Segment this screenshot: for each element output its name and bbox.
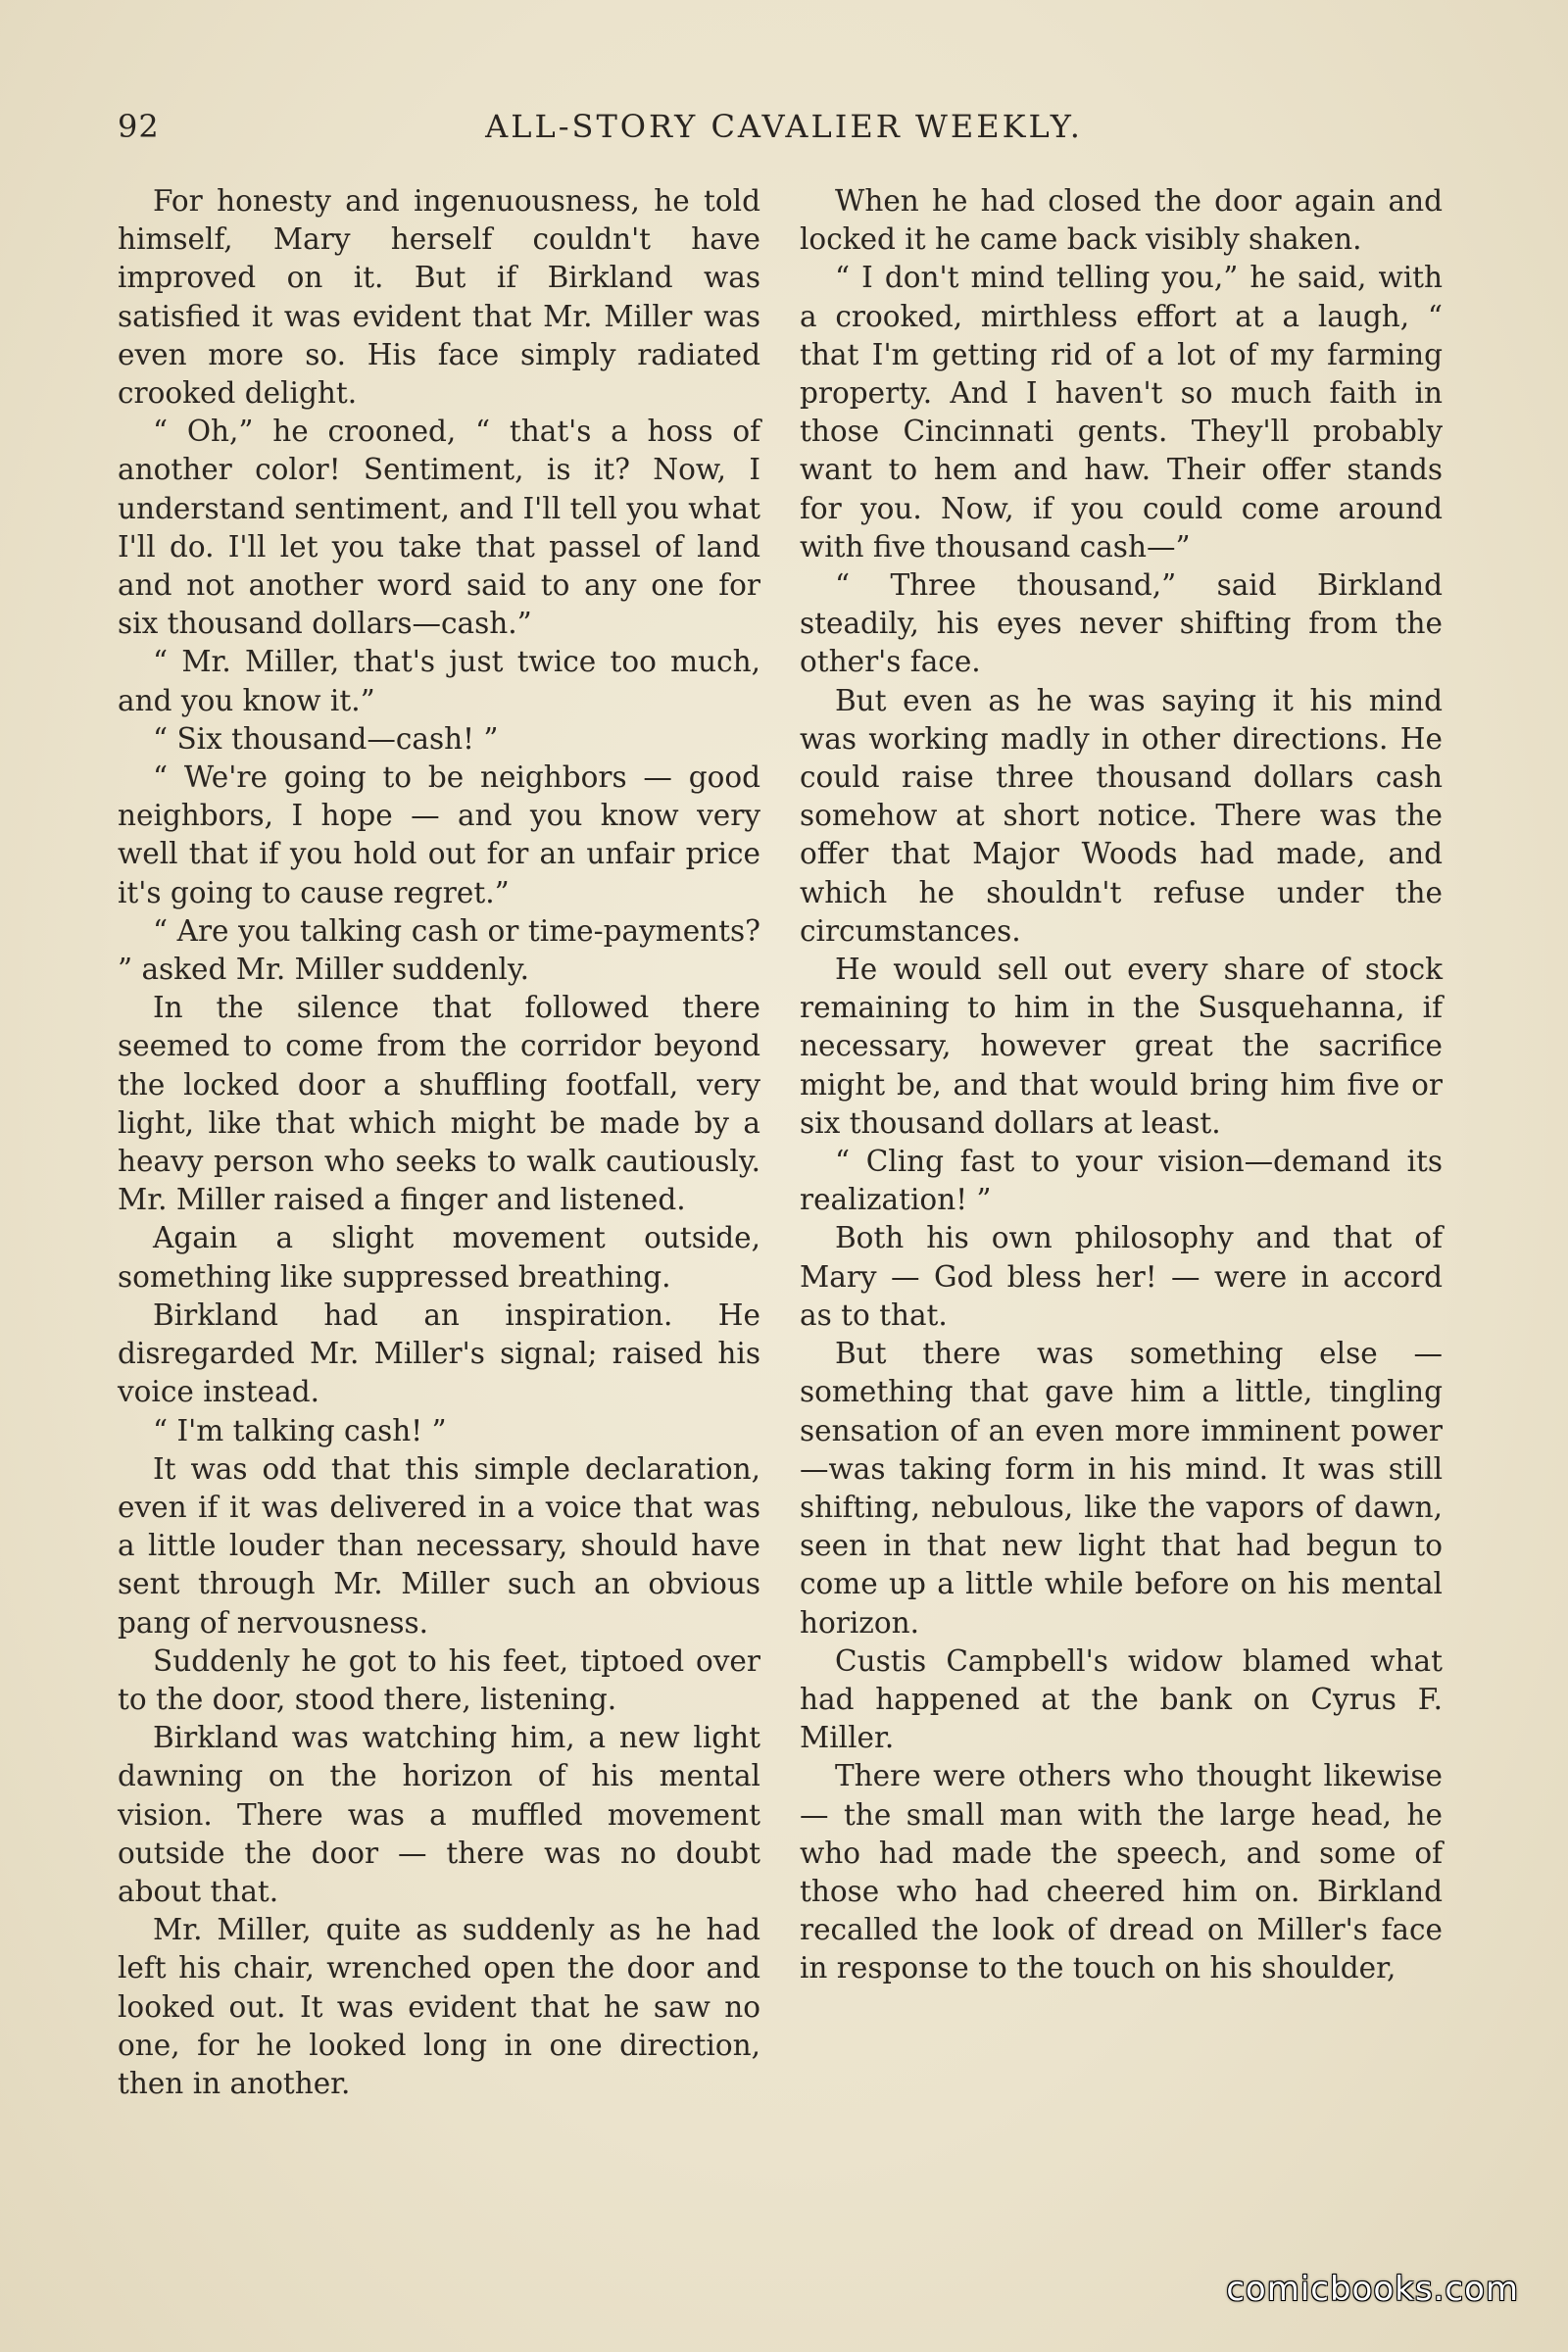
paragraph: Suddenly he got to his feet, tiptoed over to the door, stood there, listening. [118, 1643, 760, 1716]
paragraph: He would sell out every share of stock remaining to him in the Susquehanna, if necessary, however great the sacrifice might be, and that would bring him five or six thousand dollars at least. [800, 953, 1443, 1140]
paragraph: “ Mr. Miller, that's just twice too much, and you know it.” [118, 645, 760, 717]
paragraph: Both his own philosophy and that of Mary — God bless her! — were in accord as to that. [800, 1221, 1443, 1332]
paragraph: “ Three thousand,” said Birkland steadily, his eyes never shifting from the other's face. [800, 568, 1443, 679]
paragraph: But even as he was saying it his mind was working madly in other directions. He could raise three thousand dollars cash somehow at short notice. There was the offer that Major Woods had made, and which he shouldn't refuse under the circumstances. [800, 683, 1443, 948]
page-number: 92 [118, 108, 160, 145]
paragraph: Birkland had an inspiration. He disregarded Mr. Miller's signal; raised his voice instead. [118, 1298, 760, 1409]
site-watermark: comicbooks.com [1226, 2270, 1519, 2309]
paragraph: Birkland was watching him, a new light dawning on the horizon of his mental vision. There was a muffled movement outside the door — there was no doubt about that. [118, 1721, 760, 1908]
page-header [118, 108, 1450, 157]
paragraph: In the silence that followed there seemed to come from the corridor beyond the locked door a shuffling footfall, very light, like that which might be made by a heavy person who seeks to walk cautiously. Mr. Miller raised a finger and listened. [118, 991, 760, 1217]
paragraph: For honesty and ingenuousness, he told himself, Mary herself couldn't have improved on it. But if Birkland was satisfied it was evident that Mr. Miller was even more so. His face simply radiated crooked delight. [118, 184, 760, 411]
paragraph: When he had closed the door again and locked it he came back visibly shaken. [800, 184, 1443, 257]
paragraph: “ Cling fast to your vision—demand its realization! ” [800, 1145, 1443, 1217]
paragraph: “ I don't mind telling you,” he said, with a crooked, mirthless effort at a laugh, “ that I'm getting rid of a lot of my farming property. And I haven't so much faith in those Cincinnati gents. They'll probably want to hem and haw. Their offer stands for you. Now, if you could come around with five thousand cash—” [800, 261, 1443, 564]
paragraph: Mr. Miller, quite as suddenly as he had left his chair, wrenched open the door and looked out. It was evident that he saw no one, for he looked long in one direction, then in another. [118, 1913, 760, 2100]
paragraph: “ We're going to be neighbors — good neighbors, I hope — and you know very well that if you hold out for an unfair price it's going to cause regret.” [118, 760, 760, 909]
paragraph: It was odd that this simple declaration, even if it was delivered in a voice that was a little louder than necessary, should have sent through Mr. Miller such an obvious pang of nervousness. [118, 1451, 760, 1640]
paragraph: Again a slight movement outside, something like suppressed breathing. [118, 1221, 760, 1294]
paragraph: “ Six thousand—cash! ” [153, 721, 499, 756]
paragraph: But there was something else — something that gave him a little, tingling sensation of an even more imminent power—was taking form in his mind. It was still shifting, nebulous, like the vapors of dawn, seen in that new light that had begun to come up a little while before on his mental horizon. [800, 1337, 1443, 1640]
right-column [800, 182, 1443, 1988]
paragraph: Custis Campbell's widow blamed what had happened at the bank on Cyrus F. Miller. [800, 1643, 1443, 1755]
paragraph: “ I'm talking cash! ” [153, 1413, 447, 1447]
paragraph: “ Oh,” he crooned, “ that's a hoss of another color! Sentiment, is it? Now, I understand sentiment, and I'll tell you what I'll do. I'll let you take that passel of land and not another word said to any one for six thousand dollars—cash.” [118, 415, 760, 641]
left-column [118, 182, 760, 2103]
running-head: ALL-STORY CAVALIER WEEKLY. [485, 108, 1083, 145]
paragraph: “ Are you talking cash or time-payments? ” asked Mr. Miller suddenly. [118, 913, 760, 987]
paragraph: There were others who thought likewise — the small man with the large head, he who had made the speech, and some of those who had cheered him on. Birkland recalled the look of dread on Miller's face in response to the touch on his shoulder, [800, 1759, 1443, 1985]
